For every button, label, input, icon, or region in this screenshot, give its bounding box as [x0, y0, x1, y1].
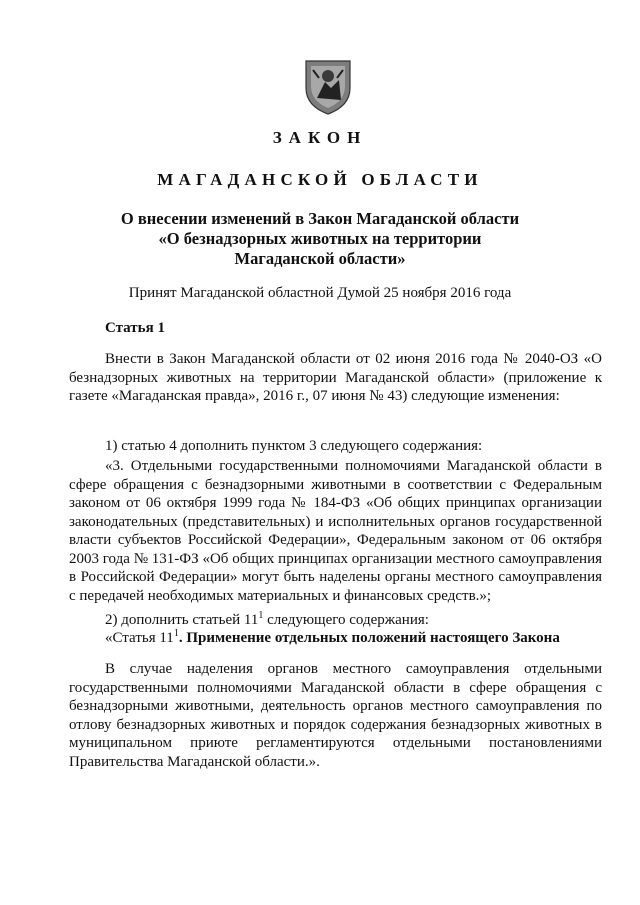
item-2-article-title	[69, 629, 602, 648]
law-title: ЗАКОН	[272, 128, 368, 147]
item-2-lead-tail: следующего содержания:	[263, 612, 429, 628]
adoption-line: Принят Магаданской областной Думой 25 ноября 2016 года	[128, 285, 512, 301]
article-intro: Внести в Закон Магаданской области от 02 июня 2016 года № 2040-ОЗ «О безнадзорных животных на территории Магаданской области» (приложение к газете «Магаданская правда», 2016 г., 07 июня № 43) следующие изменения:	[69, 351, 602, 404]
subject-line-3: Магаданской области»	[234, 249, 406, 268]
item-2-title-superscript: 1	[173, 628, 179, 639]
item-2-title-prefix: «Статья 11	[105, 630, 174, 646]
item-2-text: В случае наделения органов местного самоуправления отдельными государственными полномочиями Магаданской области в сфере обращения с безнадзорными животными, деятельность органов местного самоуправления по отлову безнадзорных животных и порядок содержания безнадзорных животных в муниципальном приюте регламентируются отдельными постановлениями Правительства Магаданской области.».	[69, 661, 602, 770]
item-2-title-text: . Применение отдельных положений настоящего Закона	[178, 630, 560, 646]
article-heading: Статья 1	[105, 320, 165, 336]
item-2-lead	[69, 611, 602, 630]
subject-line-1: О внесении изменений в Закон Магаданской области	[120, 209, 520, 228]
item-2-lead-superscript: 1	[258, 610, 264, 621]
subject-line-2: «О безнадзорных животных на территории	[158, 229, 482, 248]
item-1-lead: 1) статью 4 дополнить пунктом 3 следующего содержания:	[105, 438, 483, 454]
region-title: МАГАДАНСКОЙ ОБЛАСТИ	[157, 170, 483, 189]
item-1-text: «3. Отдельными государственными полномочиями Магаданской области в сфере обращения с безнадзорными животными в соответствии с Федеральным законом от 06 октября 1999 года № 184-ФЗ «Об общих принципах организации законодательных (представительных) и исполнительных органов государственной власти субъектов Российской Федерации», Федеральным законом от 06 октября 2003 года № 131-ФЗ «Об общих принципах организации местного самоуправления в Российской Федерации» могут быть наделены органы местного самоуправления с передачей необходимых материальных и финансовых средств.»;	[69, 458, 602, 604]
item-2-lead-text: 2) дополнить статьей 11	[105, 612, 259, 628]
coat-of-arms-emblem	[303, 58, 353, 116]
law-subject	[40, 209, 600, 269]
